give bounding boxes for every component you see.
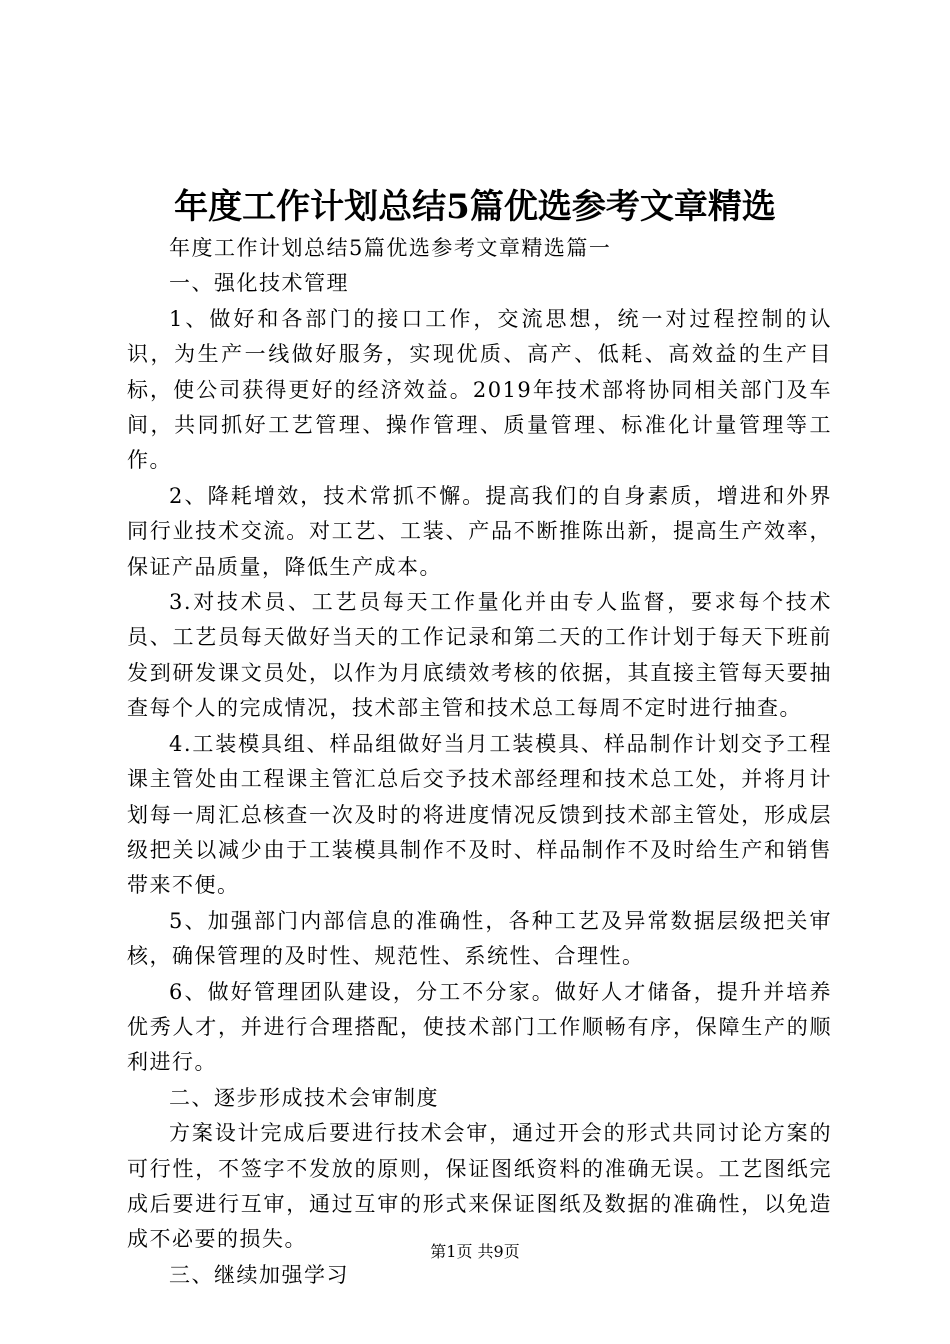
paragraph-2: 2、降耗增效，技术常抓不懈。提高我们的自身素质，增进和外界同行业技术交流。对工艺、工装、产品不断推陈出新，提高生产效率，保证产品质量，降低生产成本。 — [127, 483, 832, 579]
paragraph-1: 1、做好和各部门的接口工作，交流思想，统一对过程控制的认识，为生产一线做好服务，实现优质、高产、低耗、高效益的生产目标，使公司获得更好的经济效益。2019年技术部将协同相关部门及车间，共同抓好工艺管理、操作管理、质量管理、标准化计量管理等工作。 — [127, 306, 832, 473]
section-heading-3: 三、继续加强学习 — [169, 1262, 349, 1287]
document-body — [127, 231, 832, 1293]
section-heading-2: 二、逐步形成技术会审制度 — [169, 1085, 439, 1110]
page-number-footer: 第1页 共9页 — [430, 1242, 520, 1261]
document-title: 年度工作计划总结5篇优选参考文章精选 — [174, 187, 776, 227]
section-subtitle: 年度工作计划总结5篇优选参考文章精选篇一 — [169, 236, 612, 260]
section-heading-1: 一、强化技术管理 — [169, 271, 349, 296]
paragraph-5: 5、加强部门内部信息的准确性，各种工艺及异常数据层级把关审核，确保管理的及时性、规范性、系统性、合理性。 — [127, 908, 832, 969]
paragraph-7: 方案设计完成后要进行技术会审，通过开会的形式共同讨论方案的可行性，不签字不发放的原则，保证图纸资料的准确无误。工艺图纸完成后要进行互审，通过互审的形式来保证图纸及数据的准确性，以免造成不必要的损失。 — [127, 1121, 832, 1252]
paragraph-4: 4.工装模具组、样品组做好当月工装模具、样品制作计划交予工程课主管处由工程课主管汇总后交予技术部经理和技术总工处，并将月计划每一周汇总核查一次及时的将进度情况反馈到技术部主管处，形成层级把关以减少由于工装模具制作不及时、样品制作不及时给生产和销售带来不便。 — [127, 731, 832, 898]
paragraph-3: 3.对技术员、工艺员每天工作量化并由专人监督，要求每个技术员、工艺员每天做好当天的工作记录和第二天的工作计划于每天下班前发到研发课文员处，以作为月底绩效考核的依据，其直接主管每天要抽查每个人的完成情况，技术部主管和技术总工每周不定时进行抽查。 — [127, 590, 832, 721]
paragraph-6: 6、做好管理团队建设，分工不分家。做好人才储备，提升并培养优秀人才，并进行合理搭配，使技术部门工作顺畅有序，保障生产的顺利进行。 — [127, 979, 832, 1075]
